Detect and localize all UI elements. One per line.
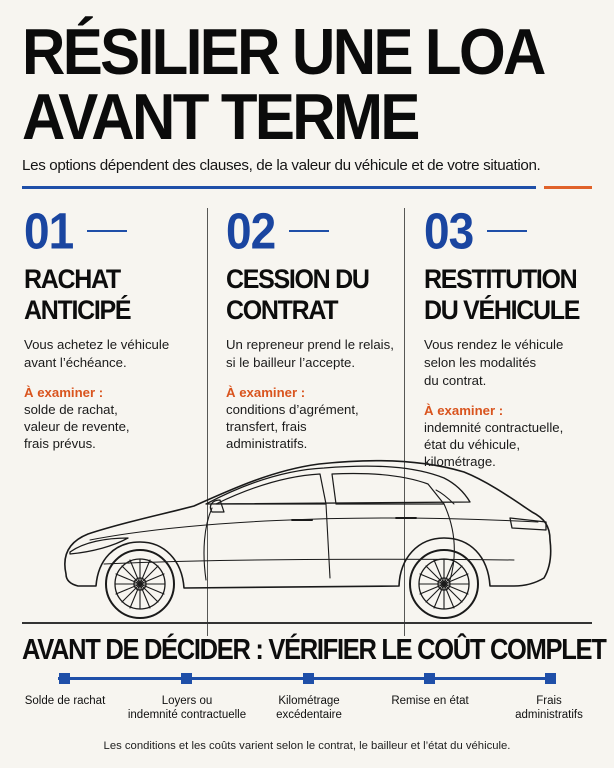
timeline-node xyxy=(181,673,192,684)
number-dash xyxy=(87,230,127,232)
option-title: RACHAT ANTICIPÉ xyxy=(24,264,131,326)
option-title: RESTITUTION DU VÉHICULE xyxy=(424,264,580,326)
timeline-node xyxy=(303,673,314,684)
option-description: Un repreneur prend le relais, si le bailleur l’accepte. xyxy=(226,337,394,370)
examine-items: indemnité contractuelle, état du véhicule, kilométrage. xyxy=(424,420,564,469)
examine-items: conditions d’agrément, transfert, frais administratifs. xyxy=(226,402,359,451)
option-number: 01 xyxy=(24,202,74,260)
option-cession-du-contrat xyxy=(226,200,401,452)
header-rule-blue xyxy=(22,186,536,189)
examine-items: solde de rachat, valeur de revente, frais prévus. xyxy=(24,402,130,451)
examine-label: À examiner : xyxy=(226,385,306,400)
car-line-drawing-icon xyxy=(44,456,564,626)
option-description: Vous rendez le véhicule selon les modalités du contrat. xyxy=(424,337,564,388)
cost-item-loyers: Loyers ou indemnité contractuelle xyxy=(127,695,247,721)
option-restitution-du-vehicule xyxy=(424,200,604,470)
cost-item-frais-administratifs: Frais administratifs xyxy=(515,695,583,721)
option-title: CESSION DU CONTRAT xyxy=(226,264,369,326)
cost-item-remise-en-etat: Remise en état xyxy=(391,695,469,707)
ground-line xyxy=(22,622,592,624)
cost-item-kilometrage: Kilométrage excédentaire xyxy=(276,695,342,721)
footer-note: Les conditions et les coûts varient selon le contrat, le bailleur et l’état du véhicule. xyxy=(103,740,511,752)
examine-label: À examiner : xyxy=(424,403,504,418)
timeline-node xyxy=(545,673,556,684)
header-rule-orange xyxy=(544,186,592,189)
timeline-node xyxy=(424,673,435,684)
cost-item-solde-de-rachat: Solde de rachat xyxy=(24,695,106,707)
cost-section-title: AVANT DE DÉCIDER : VÉRIFIER LE COÛT COMPLET xyxy=(22,634,606,666)
option-number: 02 xyxy=(226,202,276,260)
number-dash xyxy=(487,230,527,232)
option-rachat-anticipe xyxy=(24,200,204,452)
examine-label: À examiner : xyxy=(24,385,104,400)
title-line-1: RÉSILIER UNE LOA xyxy=(22,15,544,89)
timeline-node xyxy=(59,673,70,684)
page-title xyxy=(22,15,602,153)
number-dash xyxy=(289,230,329,232)
subtitle: Les options dépendent des clauses, de la valeur du véhicule et de votre situation. xyxy=(22,157,541,174)
option-description: Vous achetez le véhicule avant l’échéance. xyxy=(24,337,170,370)
title-line-2: AVANT TERME xyxy=(22,80,418,153)
option-number: 03 xyxy=(424,202,474,260)
